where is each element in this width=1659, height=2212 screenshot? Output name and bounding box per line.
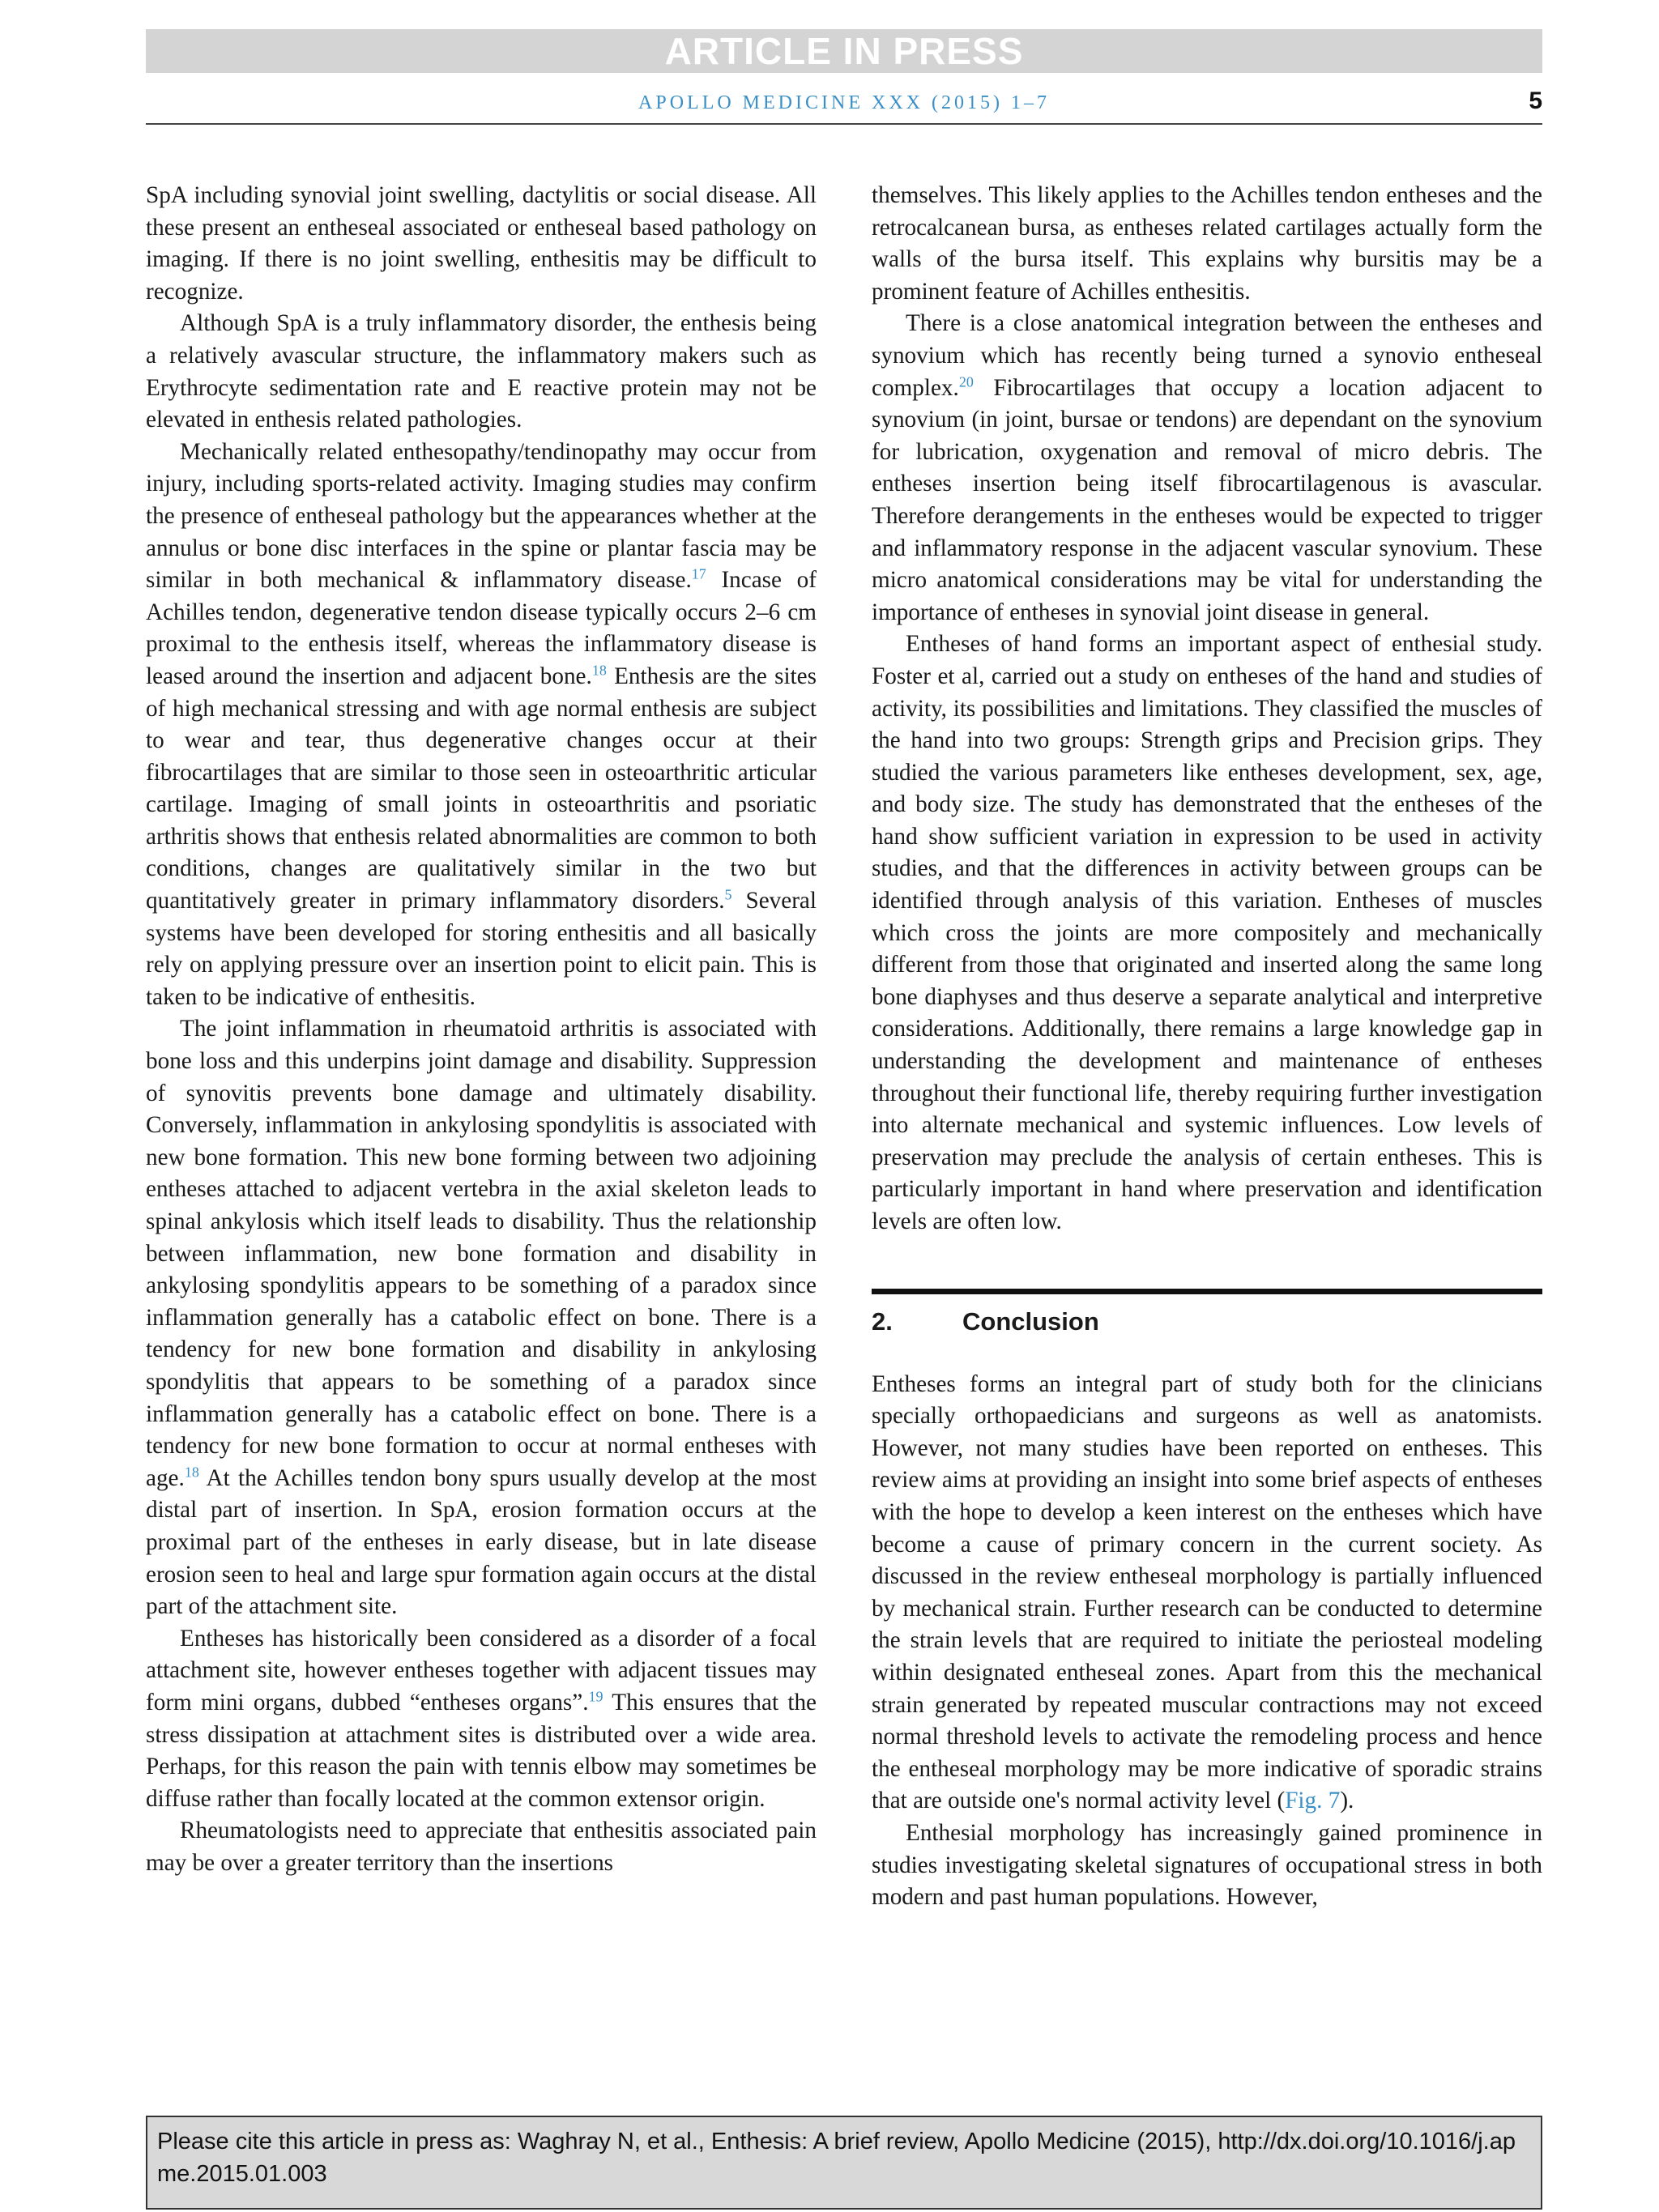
citation-box: Please cite this article in press as: Waghray N, et al., Enthesis: A brief review, Apollo Medicine (2015), http://dx.doi.org/10.1016/j.apme.2015.01.003 (146, 2116, 1542, 2210)
text-run: Entheses has historically been considered as a disorder of a focal attachment site, however entheses together with adjacent tissues may form mini organs, dubbed “entheses organs”. (146, 1625, 817, 1715)
paragraph (872, 1369, 1542, 1818)
figure-link[interactable]: Fig. 7 (1285, 1788, 1341, 1814)
text-run: Incase of Achilles tendon, degenerative tendon disease typically occurs 2–6 cm proximal to the enthesis itself, whereas the inflammatory disease is leased around the insertion and adjacent bone. (146, 567, 817, 689)
paragraph (872, 308, 1542, 629)
paragraph: Enthesial morphology has increasingly gained prominence in studies investigating skeletal signatures of occupational stress in both modern and past human populations. However, (872, 1819, 1542, 1911)
text-run: At the Achilles tendon bony spurs usually develop at the most distal part of insertion. In SpA, erosion formation occurs at the proximal part of the entheses in early disease, but in late disease erosion seen to heal and large spur formation again occurs at the distal part of the attachment site. (146, 1464, 817, 1620)
reference-link[interactable]: 18 (591, 662, 607, 679)
text-run: Several systems have been developed for storing enthesitis and all basically rely on applying pressure over an insertion point to elicit pain. This is taken to be indicative of enthesitis. (146, 888, 817, 1010)
left-column (146, 180, 817, 1879)
text-run: The joint inflammation in rheumatoid arthritis is associated with bone loss and this underpins joint damage and disability. Suppression of synovitis prevents bone damage and ultimately disability. Conversely, inflammation in ankylosing spondylitis is associated with new bone formation. This new bone forming between two adjoining entheses attached to adjacent vertebra in the axial skeleton leads to spinal ankylosis which itself leads to disability. Thus the relationship between inflammation, new bone formation and disability in ankylosing spondylitis appears to be something of a paradox since inflammation generally has a catabolic effect on bone. There is a tendency for new bone formation and disability in ankylosing spondylitis that appears to be something of a paradox since inflammation generally has a catabolic effect on bone. There is a tendency for new bone formation to occur at normal entheses with age. (146, 1016, 817, 1491)
text-run: Entheses forms an integral part of study both for the clinicians specially orthopaedicians and surgeons as well as anatomists. However, not many studies have been reported on entheses. This review aims at providing an insight into some brief aspects of entheses with the hope to develop a keen interest on the entheses which have become a cause of primary concern in the current society. As discussed in the review entheseal morphology is partially influenced by mechanical strain. Further research can be conducted to determine the strain levels that are required to initiate the periosteal modeling within designated entheseal zones. Apart from this the mechanical strain generated by repeated muscular contractions may not exceed normal threshold levels to activate the remodeling process and hence the entheseal morphology may be more indicative of sporadic strains that are outside one's normal activity level ( (872, 1370, 1542, 1814)
text-run: Fibrocartilages that occupy a location adjacent to synovium (in joint, bursae or tendons) are dependant on the synovium for lubrication, oxygenation and removal of micro debris. The entheses insertion being itself fibrocartilagenous is avascular. Therefore derangements in the entheses would be expected to trigger and inflammatory response in the adjacent vascular synovium. These micro anatomical considerations may be vital for understanding the importance of entheses in synovial joint disease in general. (872, 374, 1542, 625)
section-title: Conclusion (962, 1306, 1099, 1336)
reference-link[interactable]: 20 (958, 373, 974, 390)
section-number: 2. (872, 1306, 893, 1336)
paragraph: Although SpA is a truly inflammatory disorder, the enthesis being a relatively avascular structure, the inflammatory makers such as Erythrocyte sedimentation rate and E reactive protein may not be elevated in enthesis related pathologies. (146, 310, 817, 433)
section-heading (872, 1299, 1542, 1345)
page-number: 5 (1529, 87, 1542, 114)
running-header (146, 87, 1542, 125)
paragraph: themselves. This likely applies to the Achilles tendon entheses and the retrocalcanean bursa, as entheses related cartilages actually form the walls of the bursa itself. This explains why bursitis may be a prominent feature of Achilles enthesitis. (872, 182, 1542, 305)
right-column (872, 180, 1542, 1914)
reference-link[interactable]: 19 (588, 1688, 603, 1705)
paragraph (146, 1623, 817, 1816)
paragraph: Entheses of hand forms an important aspect of enthesial study. Foster et al, carried out a study on entheses of the hand and studies of activity, its possibilities and limitations. They classified the muscles of the hand into two groups: Strength grips and Precision grips. They studied the various parameters like entheses development, sex, age, and body size. The study has demonstrated that the entheses of the hand show sufficient variation in expression to be used in activity studies, and that the differences in activity between groups can be identified through analysis of this variation. Entheses of muscles which cross the joints are more compositely and mechanically different from those that originated and inserted along the same long bone diaphyses and thus deserve a separate analytical and interpretive considerations. Additionally, there remains a large knowledge gap in understanding the development and maintenance of entheses throughout their functional life, thereby requiring further investigation into alternate mechanical and systemic influences. Low levels of preservation may preclude the analysis of certain entheses. This is particularly important in hand where preservation and identification levels are often low. (872, 631, 1542, 1234)
reference-link[interactable]: 18 (184, 1464, 199, 1481)
journal-name: APOLLO MEDICINE XXX (2015) 1–7 (638, 92, 1050, 113)
paragraph (146, 1013, 817, 1622)
reference-link[interactable]: 5 (724, 886, 732, 903)
text-run: This ensures that the stress dissipation at attachment sites is distributed over a wide area. Perhaps, for this reason the pain with tennis elbow may sometimes be diffuse rather than focally located at the common extensor origin. (146, 1689, 817, 1812)
paragraph: Rheumatologists need to appreciate that enthesitis associated pain may be over a greater territory than the insertions (146, 1818, 817, 1876)
paragraph: SpA including synovial joint swelling, dactylitis or social disease. All these present an entheseal associated or entheseal based pathology on imaging. If there is no joint swelling, enthesitis may be difficult to recognize. (146, 182, 817, 305)
text-run: Enthesis are the sites of high mechanical stressing and with age normal enthesis are subject to wear and tear, thus degenerative changes occur at their fibrocartilages that are similar to those seen in osteoarthritic articular cartilage. Imaging of small joints in osteoarthritis and psoriatic arthritis shows that enthesis related abnormalities are common to both conditions, changes are qualitatively similar in the two but quantitatively greater in primary inflammatory disorders. (146, 663, 817, 914)
paragraph (146, 437, 817, 1014)
text-run: There is a close anatomical integration between the entheses and synovium which has recently being turned a synovio entheseal complex. (872, 310, 1542, 401)
article-in-press-banner: ARTICLE IN PRESS (146, 29, 1542, 73)
section-divider (872, 1289, 1542, 1294)
text-run: ). (1340, 1788, 1354, 1814)
text-run: Mechanically related enthesopathy/tendinopathy may occur from injury, including sports-related activity. Imaging studies may confirm the presence of entheseal pathology but the appearances whether at the annulus or bone disc interfaces in the spine or plantar fascia may be similar in both mechanical & inflammatory disease. (146, 438, 817, 594)
reference-link[interactable]: 17 (691, 565, 706, 582)
